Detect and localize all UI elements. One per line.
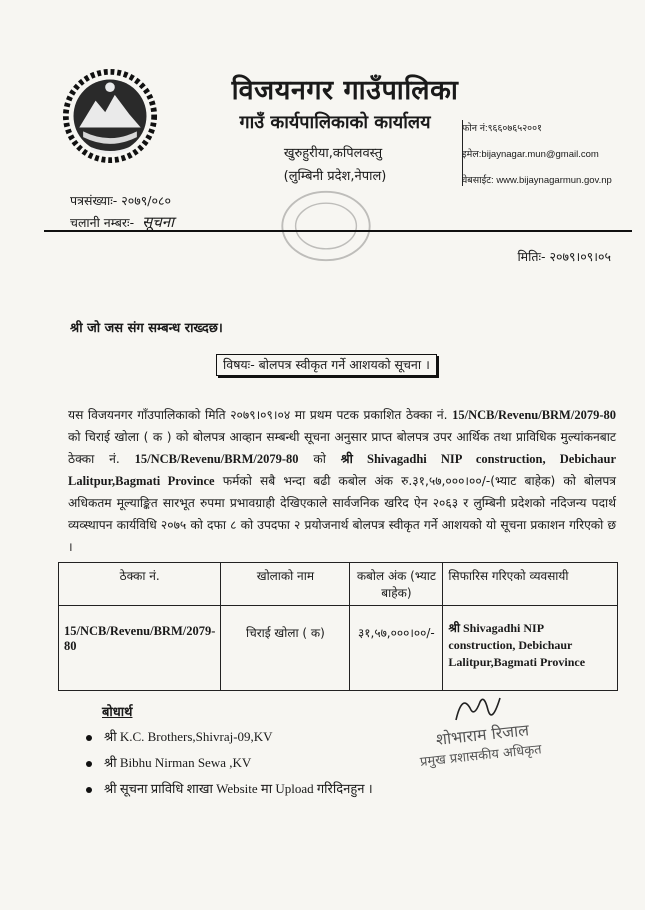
address-line-2: (लुम्बिनी प्रदेश,नेपाल) [283,169,387,184]
header-contract: ठेक्का नं. [59,563,221,606]
header-river: खोलाको नाम [221,563,350,606]
chalani-value: सूचना [138,213,178,232]
notice-body [68,404,616,558]
body-text-1: यस विजयनगर गाँउपालिकाको मिति २०७९।०९।०४ मा प्रथम पटक प्रकाशित ठेक्का नं. [68,408,453,422]
office-subtitle: गाउँ कार्यपालिकाको कार्यालय [239,112,431,133]
body-firm: श्री Shivagadhi NIP construction, Debichaur Lalitpur,Bagmati Province [68,452,616,488]
patra-sankhya: पत्रसंख्याः- २०७९/०८० [70,193,171,208]
bodhartha-heading: बोधार्थ [102,705,133,720]
list-item [86,776,373,802]
address-line-1: खुरुहुरीया,कपिलवस्तु [283,146,383,161]
municipality-title: विजयनगर गाउँपालिका [231,75,459,106]
header-amount: कबोल अंक (भ्याट बाहेक) [350,563,443,606]
bullet-icon [86,735,92,741]
list-item [86,724,373,750]
list-item-text: श्री K.C. Brothers,Shivraj-09,KV [104,729,273,744]
list-item [86,750,373,776]
subject-box: विषयः- बोलपत्र स्वीकृत गर्ने आशयको सूचना । [216,354,437,376]
body-text-3: को [298,452,341,466]
cell-contract: 15/NCB/Revenu/BRM/2079-80 [59,606,221,691]
bullet-icon [86,761,92,767]
cell-firm: श्री Shivagadhi NIP construction, Debichaur Lalitpur,Bagmati Province [443,606,618,691]
issue-date: मितिः- २०७९।०९।०५ [517,249,611,264]
chalani-row [70,212,178,232]
header-divider [44,230,632,232]
list-item-text: श्री Bibhu Nirman Sewa ,KV [104,755,252,770]
body-text-2: को चिराई खोला ( क ) को बोलपत्र आव्हान सम्बन्धी सूचना अनुसार प्राप्त बोलपत्र उपर आर्थिक तथा प्राविधिक मुल्यांकनबाट ठेक्का नं. [68,430,616,466]
bodhartha-list [86,724,373,802]
website-text: वेबसाईट: www.bijaynagarmun.gov.np [462,175,612,186]
table-header-row [59,563,618,606]
header-firm: सिफारिस गरिएको व्यवसायी [443,563,618,606]
bullet-icon [86,787,92,793]
body-text-4: फर्मको सबै भन्दा बढी कबोल अंक रु.३१,५७,०००।००/-(भ्याट बाहेक) को बोलपत्र अधिकतम मूल्याङ्कित सारभूत रुपमा प्रभावग्राही देखिएकाले सार्वजनिक खरिद ऐन २०६३ र लुम्बिनी प्रदेशको नदिजन्य पदार्थ व्यव्स्थापन कार्यविधि २०७५ को दफा ८ को उपदफा २ प्रयोजनार्थ बोलपत्र स्वीकृत गर्ने आशयको यो सूचना प्रकाशन गरिएको छ । [68,474,616,554]
chalani-label: चलानी नम्बरः- [70,215,135,230]
government-emblem-icon [62,68,158,164]
signatory-post: प्रमुख प्रशासकीय अधिकृत [419,742,543,770]
office-stamp-icon [278,188,374,264]
cell-amount: ३१,५७,०००।००/- [350,606,443,691]
salutation: श्री जो जस संग सम्बन्ध राख्दछ। [70,321,223,336]
cell-river: चिराई खोला ( क) [221,606,350,691]
phone-text: फोन नं:९६६०७६५२००१ [462,123,542,134]
award-table [58,562,618,691]
signatory-name: शोभाराम रिजाल [435,720,530,749]
table-row [59,606,618,691]
list-item-text: श्री सूचना प्राविधि शाखा Website मा Upload गरिदिनहुन । [104,781,373,796]
email-text: इमेल:bijaynagar.mun@gmail.com [462,149,599,160]
body-contract-no-1: 15/NCB/Revenu/BRM/2079-80 [452,408,616,422]
body-contract-no-2: 15/NCB/Revenu/BRM/2079-80 [134,452,299,466]
